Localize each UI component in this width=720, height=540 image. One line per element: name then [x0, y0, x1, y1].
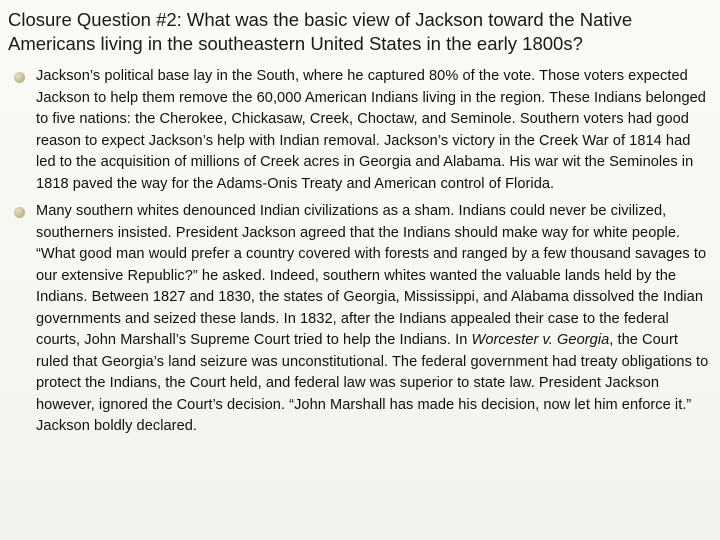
bullet-dot-icon	[14, 207, 25, 218]
bullet-item	[12, 201, 712, 438]
bullet-dot-icon	[14, 72, 25, 83]
bullet-text	[36, 201, 712, 438]
bullet-text-part: Many southern whites denounced Indian civilizations as a sham. Indians could never be civilized, southerners insisted. President Jackson agreed that the Indians should make way for white people. “What good man would prefer a country covered with forests and ranged by a few thousand savages to our extensive Republic?” he asked. Indeed, southern whites wanted the valuable lands held by the Indians. Between 1827 and 1830, the states of Georgia, Mississippi, and Alabama dissolved the Indian governments and seized these lands. In 1832, after the Indians appealed their case to the federal courts, John Marshall’s Supreme Court tried to help the Indians. In	[36, 203, 707, 348]
bullet-list	[12, 66, 712, 444]
bullet-text-part: , the Court ruled that Georgia’s land seizure was unconstitutional. The federal government had treaty obligations to protect the Indians, the Court held, and federal law was superior to state law. President Jackson however, ignored the Court’s decision. “John Marshall has made his decision, now let him enforce it.” Jackson boldly declared.	[36, 332, 709, 434]
bullet-text: Jackson’s political base lay in the South, where he captured 80% of the vote. Those voters expected Jackson to help them remove the 60,000 American Indians living in the region. These Indians belonged to five nations: the Cherokee, Chickasaw, Creek, Choctaw, and Seminole. Southern voters had good reason to expect Jackson’s help with Indian removal. Jackson’s victory in the Creek War of 1814 had led to the acquisition of millions of Creek acres in Georgia and Alabama. His war wit the Seminoles in 1818 paved the way for the Adams-Onis Treaty and American control of Florida.	[36, 68, 706, 192]
case-name: Worcester v. Georgia	[471, 332, 610, 348]
slide-title: Closure Question #2: What was the basic view of Jackson toward the Native Americans living in the southeastern United States in the early 1800s?	[8, 9, 633, 54]
bullet-item	[12, 66, 712, 195]
